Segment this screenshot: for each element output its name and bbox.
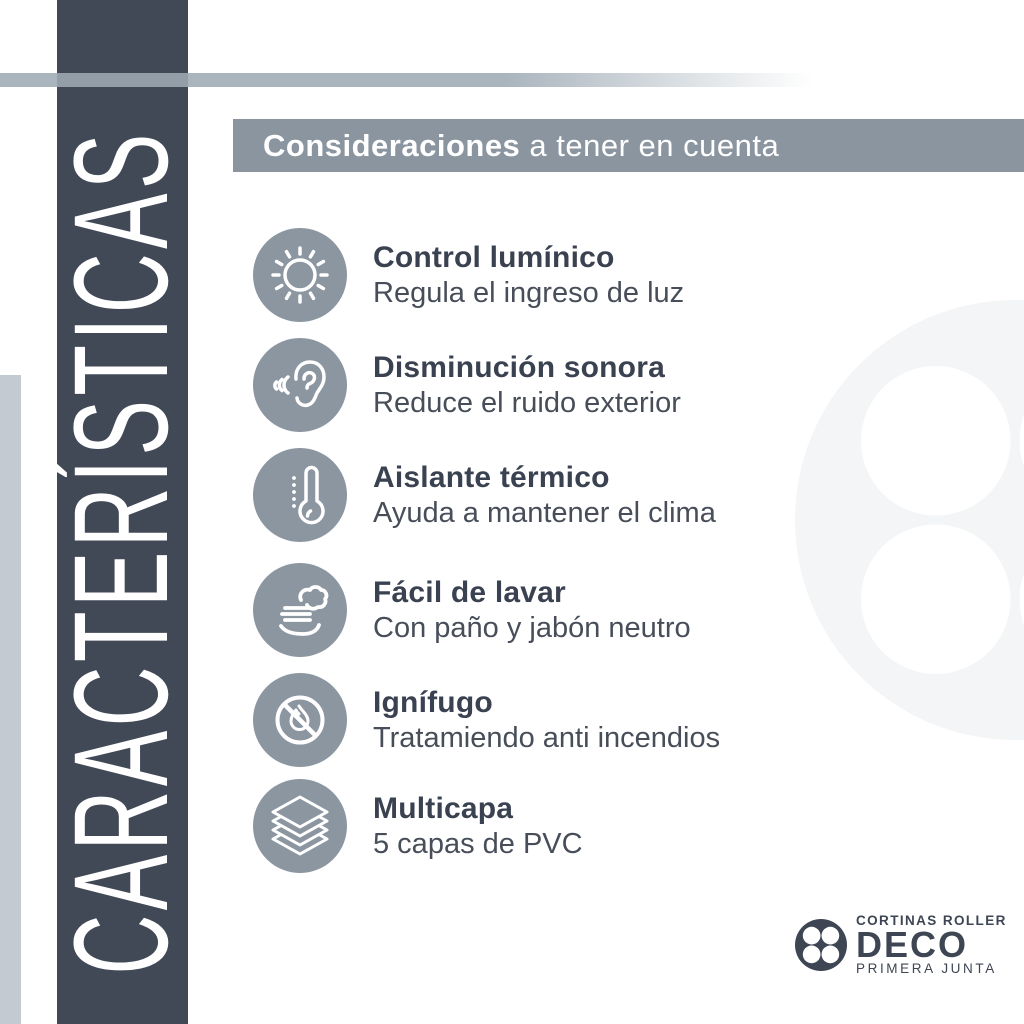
feature-subtitle: 5 capas de PVC xyxy=(373,827,583,860)
feature-row-multilayer xyxy=(253,779,583,873)
feature-title: Fácil de lavar xyxy=(373,575,566,609)
feature-subtitle: Ayuda a mantener el clima xyxy=(373,496,716,529)
feature-title: Aislante térmico xyxy=(373,460,610,494)
header-title-rest: a tener en cuenta xyxy=(520,127,780,163)
feature-text xyxy=(373,352,681,419)
horizontal-accent-line xyxy=(0,73,812,87)
feature-text xyxy=(373,793,583,860)
feature-subtitle: Con paño y jabón neutro xyxy=(373,611,691,644)
header-title-bold: Consideraciones xyxy=(263,127,521,163)
brand-logo xyxy=(795,913,1007,976)
no-fire-icon xyxy=(253,673,347,767)
brand-watermark xyxy=(795,300,1024,740)
thermometer-icon xyxy=(253,448,347,542)
feature-title: Multicapa xyxy=(373,791,514,825)
layers-icon xyxy=(253,779,347,873)
feature-subtitle: Tratamiendo anti incendios xyxy=(373,721,721,754)
feature-subtitle: Reduce el ruido exterior xyxy=(373,386,681,419)
header-band xyxy=(233,119,1024,172)
feature-subtitle: Regula el ingreso de luz xyxy=(373,276,685,309)
sun-icon xyxy=(253,228,347,322)
flower-logo-icon xyxy=(795,919,847,971)
feature-text xyxy=(373,687,720,754)
flower-logo-watermark-icon xyxy=(795,300,1024,740)
feature-row-fireproof xyxy=(253,673,720,767)
feature-row-wash xyxy=(253,563,691,657)
feature-title: Ignífugo xyxy=(373,685,493,719)
hand-wash-icon xyxy=(253,563,347,657)
brand-tagline-bottom: PRIMERA JUNTA xyxy=(856,961,997,976)
feature-text xyxy=(373,462,716,529)
header-title xyxy=(233,128,779,164)
brand-logo-text xyxy=(856,913,1007,976)
left-edge-stripe xyxy=(0,375,21,1024)
feature-title: Disminución sonora xyxy=(373,350,665,384)
brand-tagline-top: CORTINAS ROLLER xyxy=(856,913,1007,928)
sidebar-vertical-title: CARACTERÍSTICAS xyxy=(47,129,196,975)
brand-name: DECO xyxy=(856,924,969,965)
feature-text xyxy=(373,242,684,309)
feature-row-light-control xyxy=(253,228,684,322)
feature-title: Control lumínico xyxy=(373,240,615,274)
feature-row-sound xyxy=(253,338,681,432)
feature-text xyxy=(373,577,691,644)
feature-row-thermal xyxy=(253,448,716,542)
ear-icon xyxy=(253,338,347,432)
